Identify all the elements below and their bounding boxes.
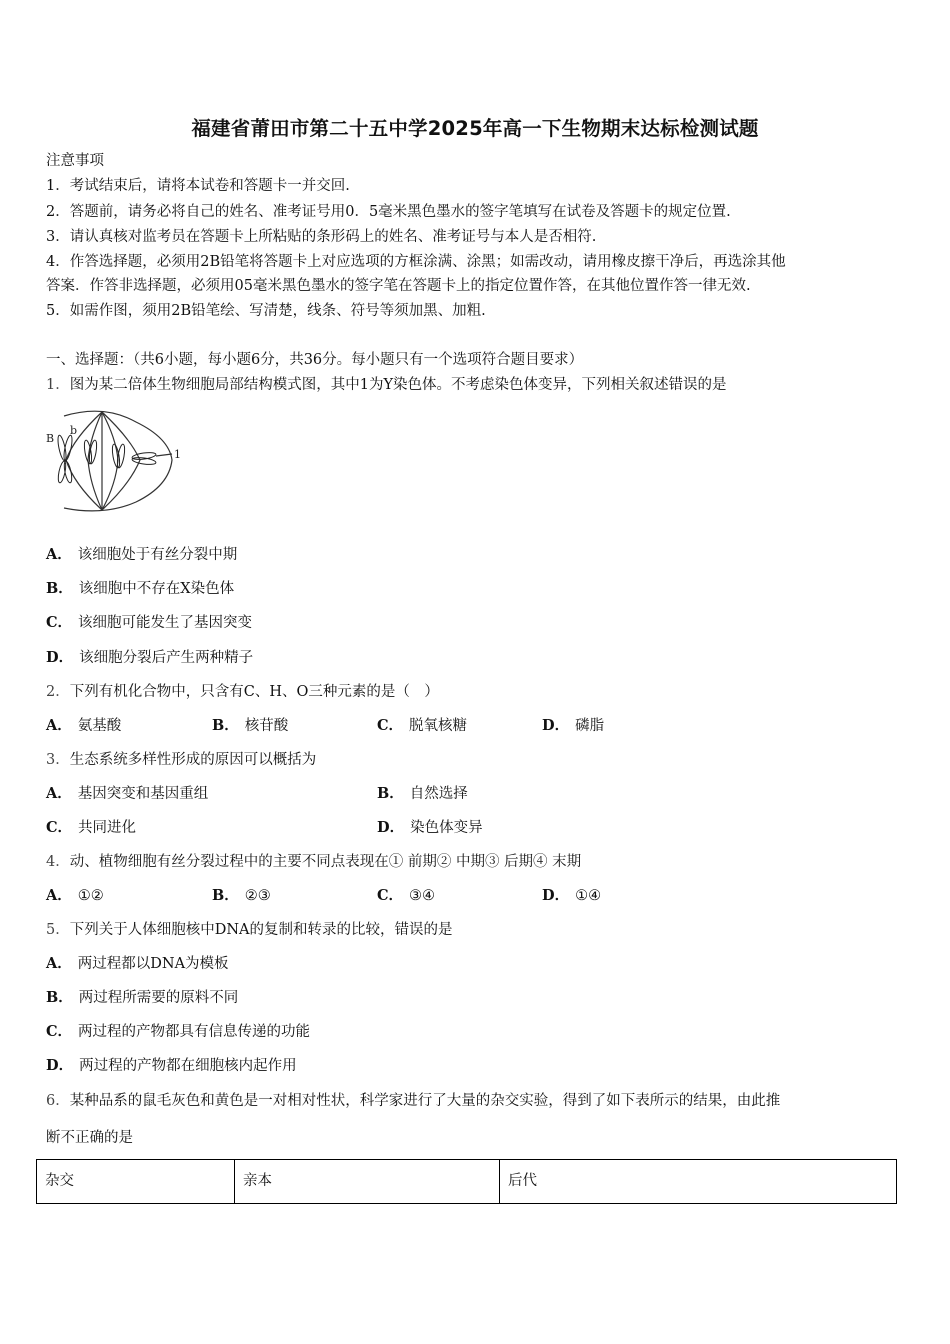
notice-item: 1．考试结束后，请将本试卷和答题卡一并交回. [46,178,350,194]
chromosome-shape [56,435,67,462]
chromosome-shape [132,451,157,460]
question-3-stem [46,750,316,770]
page-title: 福建省莆田市第二十五中学2025年高一下生物期末达标检测试题 [191,117,759,140]
question-text: 动、植物细胞有丝分裂过程中的主要不同点表现在① 前期② 中期③ 后期④ 末期 [69,854,582,870]
option-a[interactable]: A． 该细胞处于有丝分裂中期 [46,546,238,563]
option-d[interactable]: D． 两过程的产物都在细胞核内起作用 [46,1057,297,1074]
notice-item: 4．作答选择题，必须用2B铅笔将答题卡上对应选项的方框涂满、涂黑；如需改动，请用橡皮擦干净后，再选涂其他 [46,254,786,270]
chromosome-shape [132,456,157,465]
question-4-stem [46,852,581,872]
notice-heading: 注意事项 [46,153,104,169]
spindle-fiber [88,412,102,510]
option-d[interactable]: D． 磷脂 [542,717,605,734]
figure-label-1: 1 [174,448,181,461]
question-text: 生态系统多样性形成的原因可以概括为 [69,752,317,768]
question-5-stem [46,920,453,940]
option-b[interactable]: B． ②③ [212,887,271,904]
option-d[interactable]: D． 染色体变异 [377,819,483,836]
question-text: 图为某二倍体生物细胞局部结构模式图，其中1为Y染色体。不考虑染色体变异，下列相关叙述错误的是 [69,377,727,393]
question-6-stem-continued: 断不正确的是 [46,1130,133,1146]
option-a[interactable]: A． 氨基酸 [46,717,122,734]
notice-item: 答案．作答非选择题，必须用05毫米黑色墨水的签字笔在答题卡上的指定位置作答，在其他位置作答一律无效. [46,278,751,294]
option-c[interactable]: C． 脱氧核糖 [377,717,468,734]
question-number: 3． [46,752,70,768]
notice-item: 5．如需作图，须用2B铅笔绘、写清楚，线条、符号等须加黑、加粗. [46,303,486,319]
notice-item: 3．请认真核对监考员在答题卡上所粘贴的条形码上的姓名、准考证号与本人是否相符. [46,229,597,245]
spindle-fiber [102,412,118,510]
notice-item: 2．答题前，请务必将自己的姓名、准考证号用0．5毫米黑色墨水的签字笔填写在试卷及答题卡的规定位置. [46,204,731,220]
option-b[interactable]: B． 自然选择 [377,785,468,802]
question-text: 下列有机化合物中，只含有C、H、O三种元素的是（ ） [69,684,439,700]
table-header-row [37,1160,897,1204]
option-c[interactable]: C． 该细胞可能发生了基因突变 [46,614,253,631]
option-a[interactable]: A． 两过程都以DNA为模板 [46,955,229,972]
option-d[interactable]: D． 该细胞分裂后产生两种精子 [46,649,254,666]
question-number: 1． [46,377,70,393]
question-number: 5． [46,922,70,938]
cell-structure-figure [44,408,194,514]
table-header-cell: 后代 [500,1160,897,1204]
cross-results-table [36,1159,897,1204]
option-c[interactable]: C． 两过程的产物都具有信息传递的功能 [46,1023,311,1040]
table-header-cell: 亲本 [235,1160,500,1204]
question-text: 某种品系的鼠毛灰色和黄色是一对相对性状，科学家进行了大量的杂交实验，得到了如下表所示的结果，由此推 [69,1093,781,1109]
table-header-cell: 杂交 [37,1160,235,1204]
option-b[interactable]: B． 核苷酸 [212,717,289,734]
option-c[interactable]: C． ③④ [377,887,436,904]
option-a[interactable]: A． 基因突变和基因重组 [46,785,209,802]
option-b[interactable]: B． 该细胞中不存在X染色体 [46,580,235,597]
question-1-stem [46,375,727,395]
option-c[interactable]: C． 共同进化 [46,819,137,836]
question-number: 2． [46,684,70,700]
question-number: 4． [46,854,70,870]
option-a[interactable]: A． ①② [46,887,104,904]
question-6-stem [46,1091,780,1111]
figure-label-b: b [70,424,78,437]
chromosome-shape [88,440,98,465]
question-number: 6． [46,1093,70,1109]
question-text: 下列关于人体细胞核中DNA的复制和转录的比较，错误的是 [69,922,453,938]
chromosome-shape [57,461,67,484]
section-heading: 一、选择题：（共6小题，每小题6分，共36分。每小题只有一个选项符合题目要求） [46,352,584,368]
label-pointer [156,454,172,456]
option-d[interactable]: D． ①④ [542,887,602,904]
chromosome-shape [116,444,126,469]
question-2-stem [46,682,439,702]
option-b[interactable]: B． 两过程所需要的原料不同 [46,989,239,1006]
figure-label-B: B [46,432,55,445]
